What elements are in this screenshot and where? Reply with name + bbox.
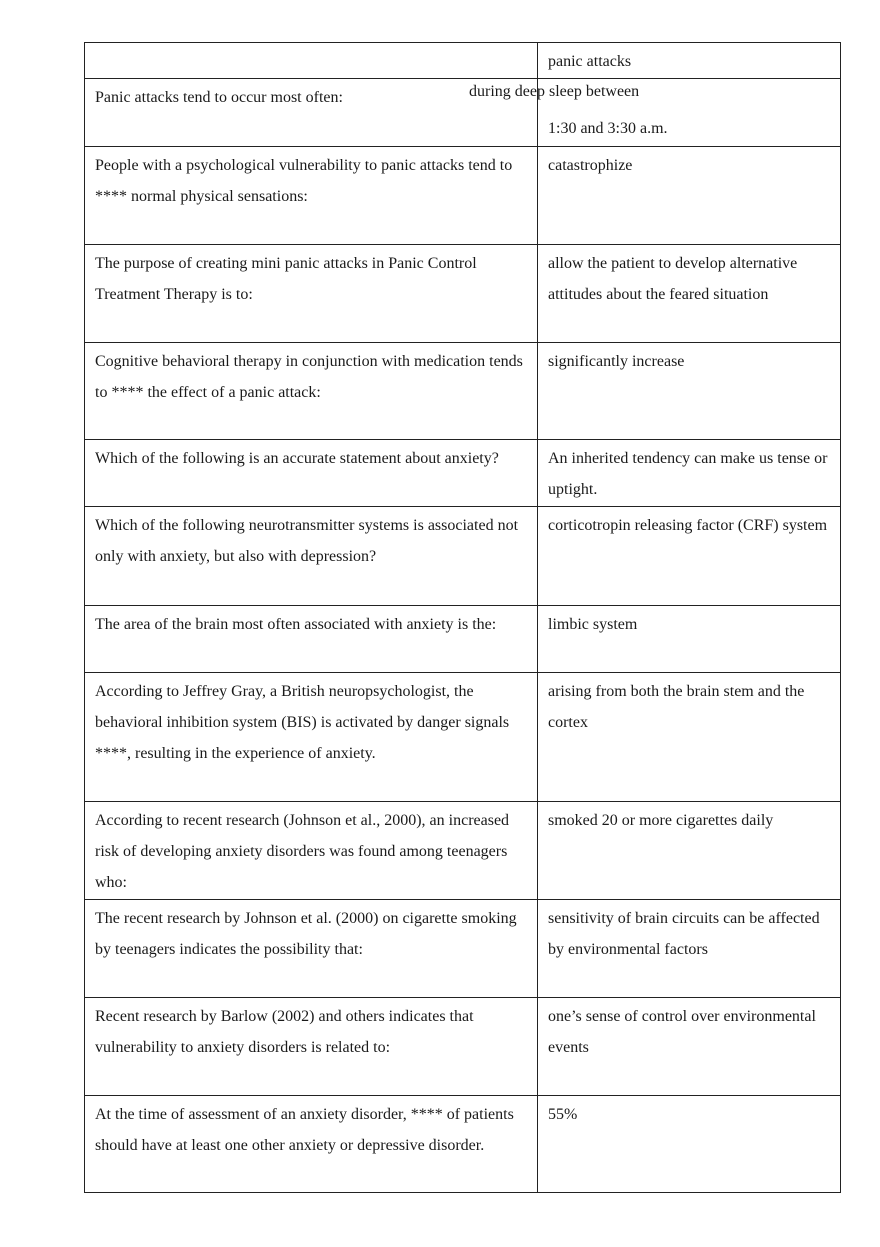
table-row bbox=[85, 1096, 841, 1193]
question-cell bbox=[85, 43, 538, 79]
table-row bbox=[85, 440, 841, 507]
answer-cell: allow the patient to develop alternative attitudes about the feared situation bbox=[538, 245, 841, 343]
answer-cell: panic attacks bbox=[538, 43, 841, 79]
answer-cell: sensitivity of brain circuits can be affected by environmental factors bbox=[538, 900, 841, 998]
answer-prefix-text: during deep sleep between bbox=[469, 83, 640, 100]
question-cell: People with a psychological vulnerability to panic attacks tend to **** normal physical sensations: bbox=[85, 147, 538, 245]
table-row bbox=[85, 673, 841, 802]
answer-cell: significantly increase bbox=[538, 343, 841, 440]
answer-cell: 1:30 and 3:30 a.m. bbox=[538, 79, 841, 147]
answer-cell: An inherited tendency can make us tense or uptight. bbox=[538, 440, 841, 507]
question-cell: Which of the following neurotransmitter systems is associated not only with anxiety, but also with depression? bbox=[85, 507, 538, 606]
question-cell: The recent research by Johnson et al. (2000) on cigarette smoking by teenagers indicates the possibility that: bbox=[85, 900, 538, 998]
qa-table bbox=[84, 42, 841, 1193]
table-row bbox=[85, 802, 841, 900]
answer-cell: 55% bbox=[538, 1096, 841, 1193]
table-row bbox=[85, 507, 841, 606]
question-cell: According to recent research (Johnson et al., 2000), an increased risk of developing anxiety disorders was found among teenagers who: bbox=[85, 802, 538, 900]
table-row bbox=[85, 79, 841, 147]
table-row bbox=[85, 900, 841, 998]
question-cell: The purpose of creating mini panic attacks in Panic Control Treatment Therapy is to: bbox=[85, 245, 538, 343]
answer-cell: smoked 20 or more cigarettes daily bbox=[538, 802, 841, 900]
question-cell: The area of the brain most often associated with anxiety is the: bbox=[85, 606, 538, 673]
table-row bbox=[85, 147, 841, 245]
question-cell: Cognitive behavioral therapy in conjunction with medication tends to **** the effect of a panic attack: bbox=[85, 343, 538, 440]
question-cell: Which of the following is an accurate statement about anxiety? bbox=[85, 440, 538, 507]
answer-cell: corticotropin releasing factor (CRF) system bbox=[538, 507, 841, 606]
answer-cell: limbic system bbox=[538, 606, 841, 673]
question-cell: At the time of assessment of an anxiety disorder, **** of patients should have at least one other anxiety or depressive disorder. bbox=[85, 1096, 538, 1193]
answer-cell: catastrophize bbox=[538, 147, 841, 245]
question-cell: According to Jeffrey Gray, a British neuropsychologist, the behavioral inhibition system (BIS) is activated by danger signals ****, resulting in the experience of anxiety. bbox=[85, 673, 538, 802]
table-row bbox=[85, 606, 841, 673]
table-row bbox=[85, 998, 841, 1096]
question-cell: Recent research by Barlow (2002) and others indicates that vulnerability to anxiety disorders is related to: bbox=[85, 998, 538, 1096]
question-cell: Panic attacks tend to occur most often: bbox=[85, 79, 538, 147]
table-row bbox=[85, 245, 841, 343]
answer-cell: arising from both the brain stem and the cortex bbox=[538, 673, 841, 802]
table-row bbox=[85, 343, 841, 440]
answer-cell: one’s sense of control over environmental events bbox=[538, 998, 841, 1096]
table-row bbox=[85, 43, 841, 79]
